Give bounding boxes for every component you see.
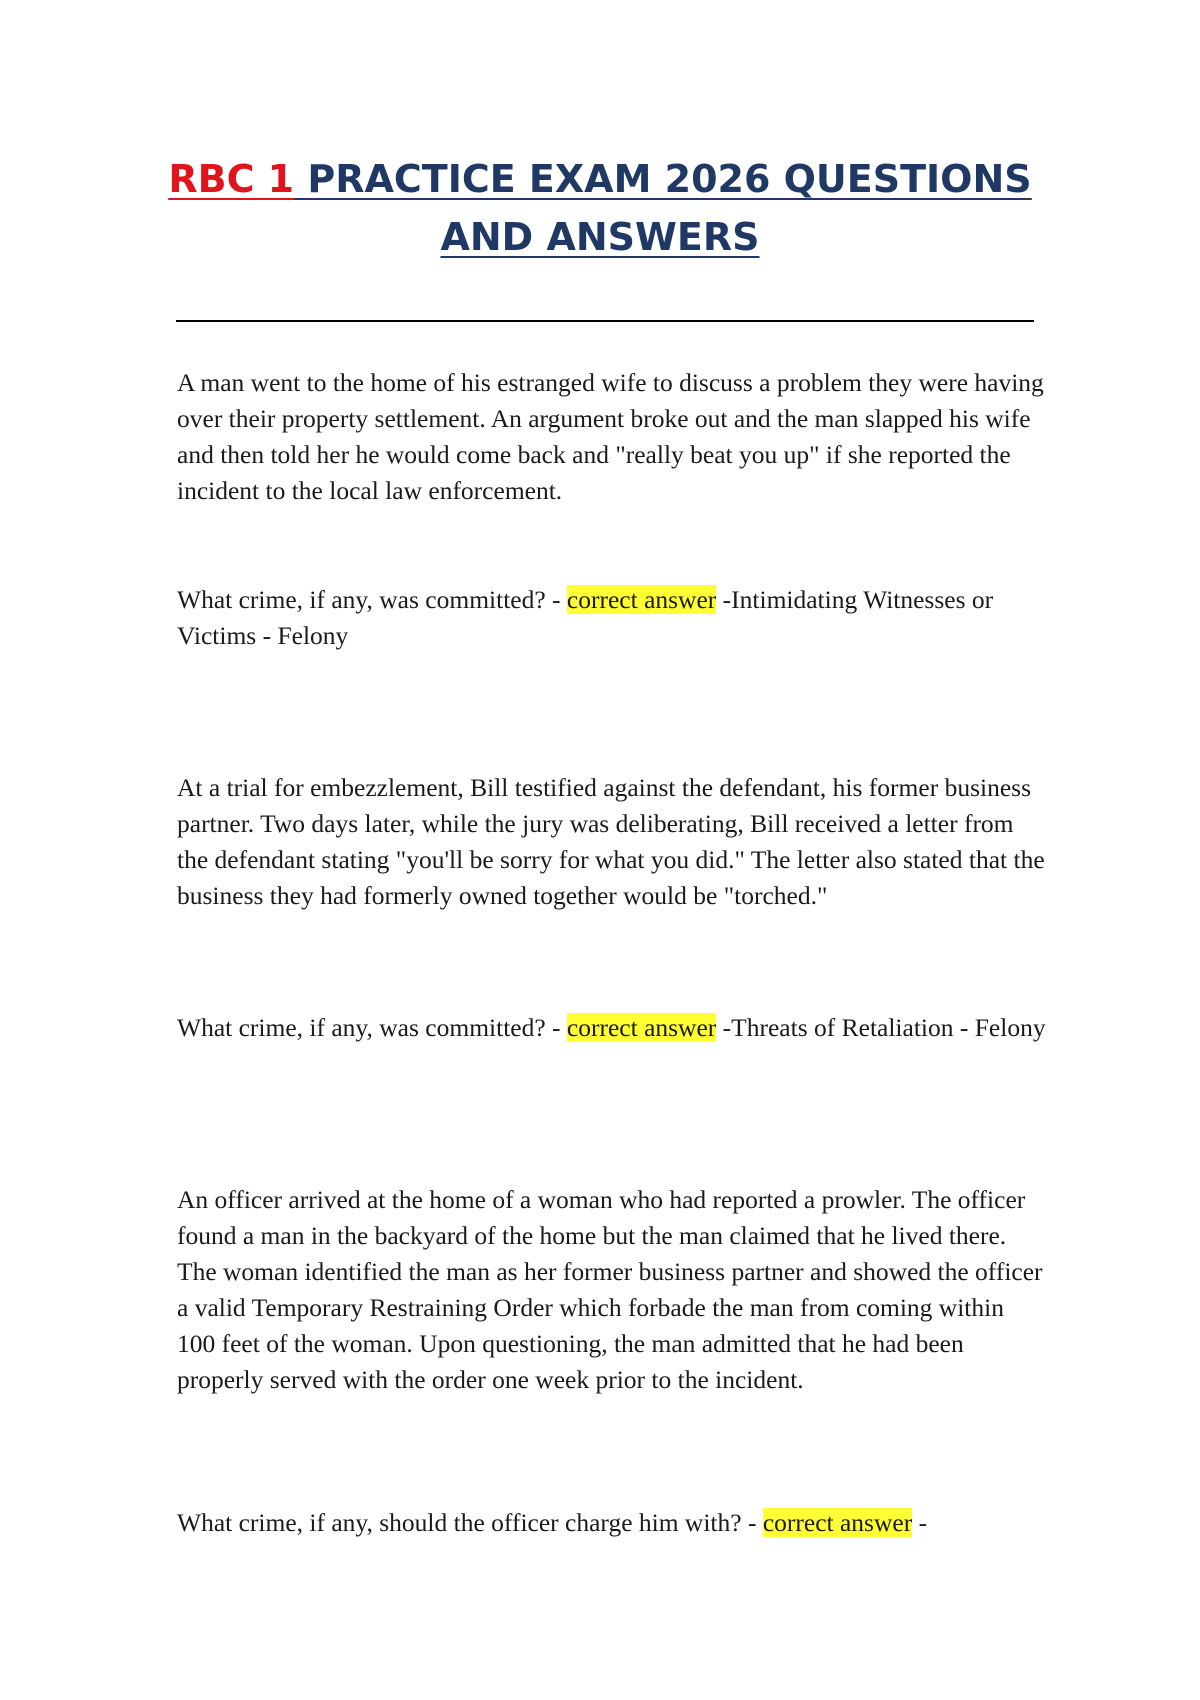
scenario-2: At a trial for embezzlement, Bill testified against the defendant, his former business partner. Two days later, while the jury was deliberating, Bill received a letter from the defendant stating "you'll be sorry for what you did." The letter also stated that the business they had formerly owned together would be "torched.": [177, 773, 1045, 910]
document-title: [120, 150, 1080, 266]
title-red-part: RBC 1: [168, 157, 295, 201]
title-line-2: [120, 208, 1080, 266]
answer-1: -Intimidating Witnesses or Victims - Felony: [177, 585, 994, 650]
scenario-3: An officer arrived at the home of a woman who had reported a prowler. The officer found a man in the backyard of the home but the man claimed that he lived there. The woman identified the man as her former business partner and showed the officer a valid Temporary Restraining Order which forbade the man from coming within 100 feet of the woman. Upon questioning, the man admitted that he had been properly served with the order one week prior to the incident.: [177, 1185, 1043, 1394]
answer-label-2: correct answer: [566, 1013, 717, 1042]
question-1-text: What crime, if any, was committed? -: [177, 585, 567, 614]
question-3-text: What crime, if any, should the officer charge him with? -: [177, 1508, 763, 1537]
answer-label-3: correct answer: [762, 1508, 913, 1537]
question-1: [177, 582, 1047, 654]
question-2-text: What crime, if any, was committed? -: [177, 1013, 567, 1042]
answer-label-1: correct answer: [566, 585, 717, 614]
title-line-1: [120, 150, 1080, 208]
answer-3: -: [912, 1508, 928, 1537]
question-2: [177, 1010, 1047, 1046]
title-navy-part: PRACTICE EXAM 2026 QUESTIONS: [294, 157, 1032, 201]
answer-2: -Threats of Retaliation - Felony: [716, 1013, 1046, 1042]
scenario-1: A man went to the home of his estranged wife to discuss a problem they were having over their property settlement. An argument broke out and the man slapped his wife and then told her he would come back and "really beat you up" if she reported the incident to the local law enforcement.: [177, 368, 1044, 505]
question-3: [177, 1505, 1047, 1541]
title-line-2-text: AND ANSWERS: [440, 215, 760, 259]
horizontal-rule: [176, 320, 1034, 322]
